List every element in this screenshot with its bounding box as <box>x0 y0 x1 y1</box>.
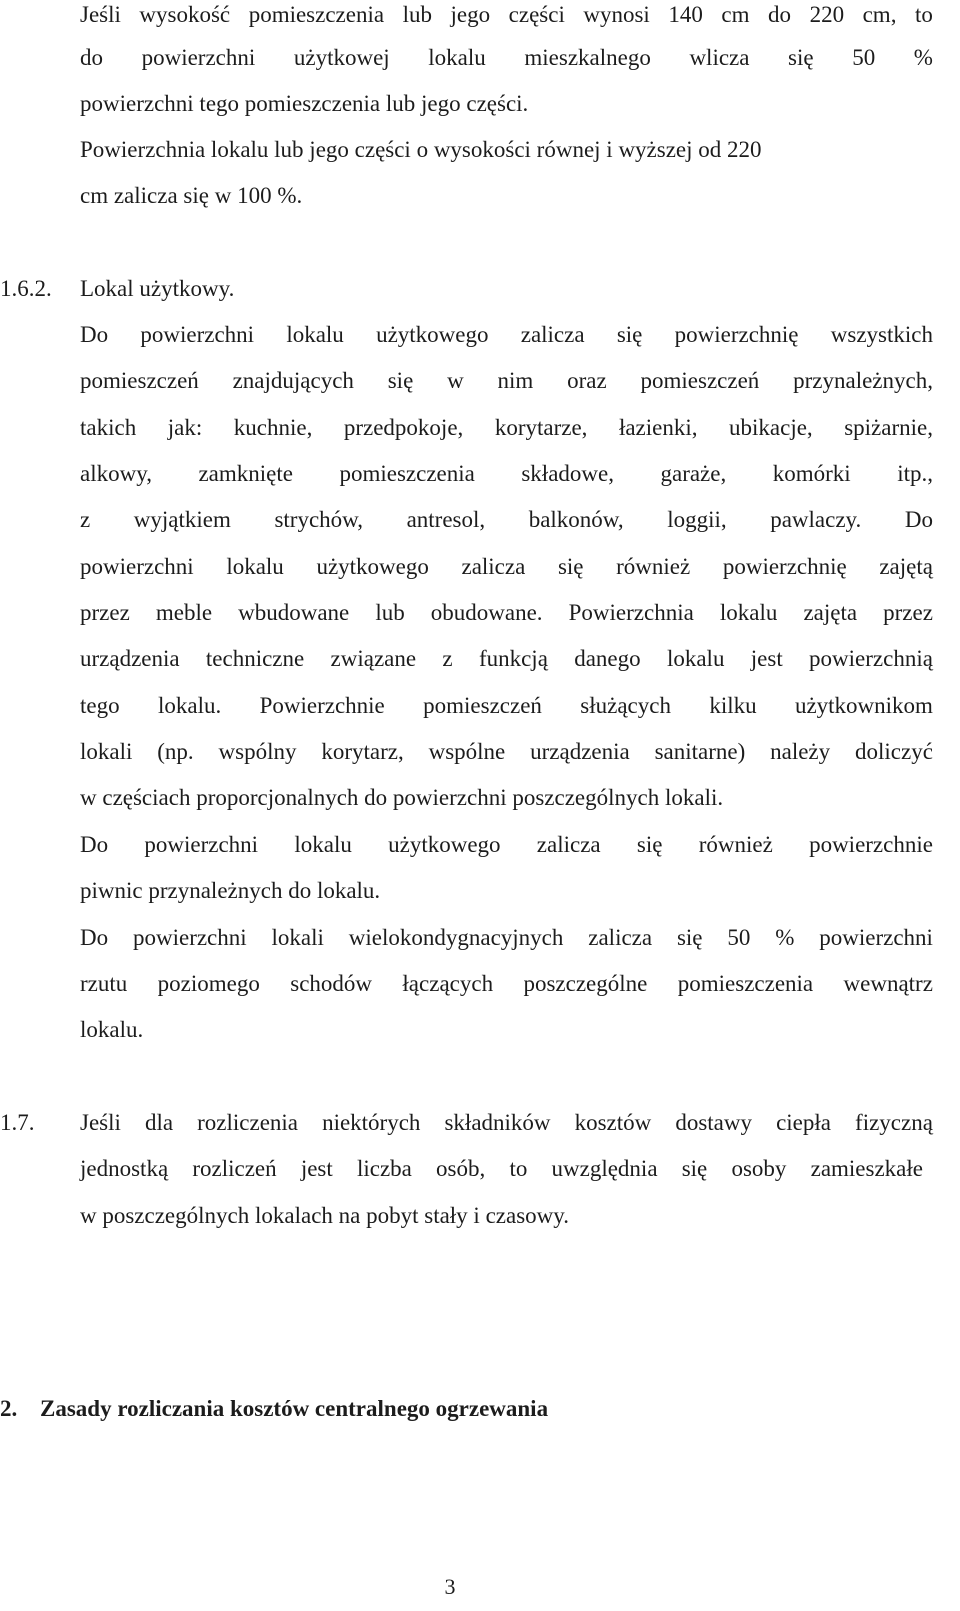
word: również <box>698 832 773 857</box>
word: to <box>509 1156 528 1181</box>
chapter-title: Zasady rozliczania kosztów centralnego ogrzewania <box>40 1396 549 1421</box>
word: lokalu <box>286 322 344 347</box>
word: urządzenia <box>530 739 630 764</box>
word: obudowane. <box>430 600 543 625</box>
word: danego <box>574 646 641 671</box>
word: sanitarne) <box>654 739 746 764</box>
word: służących <box>580 693 671 718</box>
word: zalicza <box>461 554 526 579</box>
word: Jeśli <box>80 2 121 27</box>
word: się <box>387 368 414 393</box>
word: zajęta <box>803 600 858 625</box>
word: użytkowego <box>388 832 501 857</box>
word: związane <box>330 646 417 671</box>
word: się <box>676 925 703 950</box>
word: do <box>80 45 103 70</box>
word: osoby <box>731 1156 787 1181</box>
word: powierzchnię <box>722 554 847 579</box>
page-number: 3 <box>444 1574 456 1599</box>
word: Powierzchnie <box>259 693 385 718</box>
word: itp., <box>897 461 933 486</box>
para1-line-5: cm zalicza się w 100 %. <box>80 183 303 208</box>
chapter-heading <box>0 1394 548 1424</box>
word: lokalu. <box>157 693 222 718</box>
word: powierzchnię <box>674 322 799 347</box>
word: zalicza <box>536 832 601 857</box>
para1-line-4: Powierzchnia lokalu lub jego części o wysokości równej i wyższej od 220 <box>80 137 762 162</box>
word: ciepła <box>776 1110 831 1135</box>
word: 50 <box>852 45 876 70</box>
word: 50 <box>727 925 751 950</box>
word: doliczyć <box>855 739 933 764</box>
section-number: 1.7. <box>0 1110 35 1135</box>
word: alkowy, <box>80 461 152 486</box>
word: powierzchni <box>132 925 247 950</box>
word: lokalu <box>226 554 284 579</box>
word: jego <box>450 2 491 27</box>
word: niektórych <box>322 1110 421 1135</box>
word: powierzchni <box>141 45 256 70</box>
word: pomieszczeń <box>80 368 199 393</box>
word: się <box>681 1156 708 1181</box>
word: tego <box>80 693 120 718</box>
section-162-line-15 <box>80 969 933 999</box>
word: balkonów, <box>528 507 624 532</box>
word: z <box>442 646 453 671</box>
word: pomieszczeń <box>423 693 542 718</box>
word: zamieszkałe <box>810 1156 923 1181</box>
word: korytarz, <box>321 739 404 764</box>
word: wewnątrz <box>843 971 933 996</box>
word: techniczne <box>205 646 305 671</box>
word: loggii, <box>667 507 727 532</box>
word: jest <box>750 646 783 671</box>
word: poszczególne <box>523 971 648 996</box>
word: takich <box>80 415 137 440</box>
word: dla <box>144 1110 174 1135</box>
word: (np. <box>157 739 194 764</box>
section-162-line-2 <box>80 366 933 396</box>
word: przynależnych, <box>793 368 933 393</box>
word: powierzchnią <box>809 646 933 671</box>
word: się <box>636 832 663 857</box>
word: 140 <box>668 2 703 27</box>
word: wspólne <box>428 739 506 764</box>
word: przez <box>883 600 933 625</box>
word: rozliczenia <box>197 1110 298 1135</box>
word: lub <box>375 600 405 625</box>
word: kosztów <box>574 1110 652 1135</box>
section-title: Lokal użytkowy. <box>80 276 235 301</box>
word: 220 <box>809 2 845 27</box>
word: użytkowego <box>376 322 489 347</box>
word: zalicza <box>520 322 585 347</box>
word: jednostką <box>80 1156 169 1181</box>
word: składników <box>444 1110 551 1135</box>
word: powierzchnie <box>809 832 933 857</box>
section-17-line-3: w poszczególnych lokalach na pobyt stały i czasowy. <box>80 1203 570 1228</box>
word: cm <box>721 2 750 27</box>
word: % <box>775 925 795 950</box>
word: liczba <box>356 1156 412 1181</box>
word: Do <box>80 925 109 950</box>
word: wielokondygnacyjnych <box>348 925 564 950</box>
word: wspólny <box>218 739 297 764</box>
word: oraz <box>567 368 607 393</box>
word: powierzchni <box>80 554 194 579</box>
word: wynosi <box>583 2 650 27</box>
word: użytkowej <box>293 45 390 70</box>
para1-line-2 <box>80 43 933 73</box>
section-162-line-4 <box>80 459 933 489</box>
word: ubikacje, <box>729 415 813 440</box>
word: lokali <box>80 739 133 764</box>
word: powierzchni <box>140 322 255 347</box>
section-162-line-14 <box>80 923 933 953</box>
word: zamknięte <box>198 461 293 486</box>
word: jest <box>300 1156 333 1181</box>
section-162-line-1 <box>80 320 933 350</box>
word: wysokość <box>139 2 231 27</box>
word: Do <box>80 832 109 857</box>
word: wszystkich <box>830 322 933 347</box>
word: jak: <box>167 415 203 440</box>
word: rzutu <box>80 971 128 996</box>
section-162-line-10 <box>80 737 933 767</box>
word: antresol, <box>406 507 486 532</box>
section-162-line-8 <box>80 644 933 674</box>
word: lokalu <box>428 45 486 70</box>
word: pomieszczeń <box>640 368 760 393</box>
word: kilku <box>709 693 757 718</box>
word: przedpokoje, <box>343 415 464 440</box>
section-17-line-2 <box>80 1154 923 1184</box>
section-17-line-1 <box>80 1108 933 1138</box>
word: w <box>447 368 464 393</box>
word: do <box>768 2 792 27</box>
para1-line-1 <box>80 0 933 30</box>
word: się <box>557 554 584 579</box>
word: lokali <box>271 925 324 950</box>
word: strychów, <box>274 507 364 532</box>
word: znajdujących <box>232 368 354 393</box>
word: meble <box>155 600 213 625</box>
word: użytkownikom <box>794 693 933 718</box>
word: powierzchni <box>144 832 259 857</box>
word: komórki <box>772 461 851 486</box>
word: z <box>80 507 91 532</box>
word: składowe, <box>521 461 614 486</box>
word: pawlaczy. <box>770 507 862 532</box>
word: części <box>508 2 565 27</box>
word: cm, <box>862 2 897 27</box>
word: pomieszczenia <box>677 971 814 996</box>
section-162-line-6 <box>80 552 933 582</box>
word: rozliczeń <box>192 1156 277 1181</box>
section-162-line-5 <box>80 505 933 535</box>
word: osób, <box>436 1156 486 1181</box>
word: zajętą <box>879 554 933 579</box>
word: lokalu <box>719 600 778 625</box>
word: nim <box>497 368 534 393</box>
word: mieszkalnego <box>524 45 651 70</box>
word: urządzenia <box>80 646 180 671</box>
word: pomieszczenia <box>248 2 385 27</box>
word: Do <box>904 507 933 532</box>
section-162-line-13: piwnic przynależnych do lokalu. <box>80 878 381 903</box>
section-162-line-7 <box>80 598 933 628</box>
word: się <box>616 322 643 347</box>
word: łączących <box>402 971 494 996</box>
para1-line-3: powierzchni tego pomieszczenia lub jego części. <box>80 91 529 116</box>
section-162-line-12 <box>80 830 933 860</box>
word: to <box>914 2 933 27</box>
word: przez <box>80 600 130 625</box>
word: funkcją <box>478 646 548 671</box>
word: użytkowego <box>316 554 429 579</box>
word: Jeśli <box>80 1110 121 1135</box>
word: fizyczną <box>855 1110 933 1135</box>
section-number: 1.6.2. <box>0 276 52 301</box>
chapter-number: 2. <box>0 1396 18 1421</box>
section-162-line-11: w częściach proporcjonalnych do powierzchni poszczególnych lokali. <box>80 785 724 810</box>
word: korytarze, <box>494 415 588 440</box>
word: dostawy <box>675 1110 753 1135</box>
word: należy <box>770 739 831 764</box>
word: się <box>788 45 814 70</box>
word: lub <box>402 2 432 27</box>
section-162-line-16: lokalu. <box>80 1017 144 1042</box>
section-162-line-3 <box>80 413 933 443</box>
word: pomieszczenia <box>339 461 475 486</box>
word: również <box>616 554 691 579</box>
word: uwzględnia <box>551 1156 658 1181</box>
word: wyjątkiem <box>133 507 231 532</box>
word: łazienki, <box>618 415 698 440</box>
word: powierzchni <box>819 925 933 950</box>
section-162-line-9 <box>80 691 933 721</box>
word: poziomego <box>157 971 260 996</box>
word: spiżarnie, <box>844 415 933 440</box>
word: % <box>913 45 933 70</box>
word: garaże, <box>660 461 727 486</box>
word: Powierzchnia <box>568 600 694 625</box>
word: schodów <box>290 971 373 996</box>
word: wbudowane <box>238 600 350 625</box>
word: zalicza <box>588 925 653 950</box>
word: lokalu <box>294 832 352 857</box>
word: lokalu <box>666 646 725 671</box>
word: kuchnie, <box>233 415 313 440</box>
word: Do <box>80 322 109 347</box>
word: wlicza <box>689 45 750 70</box>
